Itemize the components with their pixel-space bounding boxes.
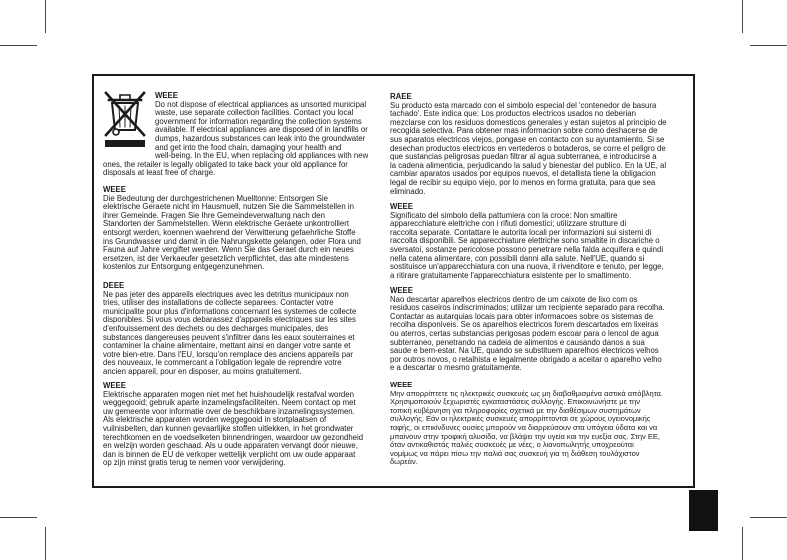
- text-line: ancien appareil, pour en disposer, au moins gratuitement.: [103, 366, 302, 376]
- text-line: op zijn minst gratis terug te nemen voor verwijdering.: [103, 458, 286, 468]
- crop-mark: [750, 45, 787, 46]
- text-line: kostenlos zur Entsorgung entgegenzunehmen.: [103, 262, 265, 272]
- crop-mark: [0, 45, 37, 46]
- text-line: subterraneo, penetrando na cadeia de alimentos e causando danos a sua: [390, 337, 645, 347]
- text-line: weggegooid; gebruik aparte inzamelingsfaciliteiten. Neem contact op met: [103, 398, 356, 408]
- text-line: waste, use separate collection facilities. Contact you local: [155, 108, 354, 118]
- text-line: sus aparatos electricos viejos, pongase en contacto con su ayuntamiento. Si se: [390, 134, 665, 144]
- weee-section-italian: [390, 203, 664, 280]
- text-line: saude e bem-estar. Na UE, quando se substituem aparelhos electricos velhos: [390, 346, 659, 356]
- page-edge-tab: [689, 490, 718, 531]
- text-line: d'enfouissement des dechets ou des decharges municipales, des: [103, 323, 329, 333]
- text-line: disponibles. Si vous vous debarassez d'appareils electriques sur les sites: [103, 315, 356, 325]
- text-line: Do not dispose of electrical appliances as unsorted municipal: [155, 99, 367, 109]
- text-line: raccolta separate. Contattare le autorita locali per informazioni sui sistemi di: [390, 227, 652, 237]
- text-line: Als elektrische apparaten worden weggegooid in stortplaatsen of: [103, 415, 327, 425]
- text-line: mezclarse con los residuos domesticos generales y estan sujetos al principio de: [390, 117, 667, 127]
- section-body: [390, 102, 667, 197]
- text-line: por outros novos, o retalhista e legalmente obrigado a aceitar o aparelho velho: [390, 354, 662, 364]
- text-line: Ne pas jeter des appareils electriques avec les detritus municipaux non: [103, 289, 349, 299]
- text-line: νομίμως να πάρει πίσω την παλιά σας συσκευή για τη διάθεση τουλάχιστον: [390, 448, 640, 458]
- text-line: en welzijn worden geschaad. Als u oude apparaten vervangt door nieuwe,: [103, 441, 358, 451]
- crop-mark: [45, 527, 46, 560]
- section-heading: WEEE: [390, 380, 413, 389]
- text-line: recolha disponiveis. Se os aparelhos electricos forem descartados em lixeiras: [390, 320, 659, 330]
- weee-section-english: [103, 92, 368, 178]
- text-line: entsorgt werden, koennen waehrend der Verwitterung gefaehrliche Stoffe: [103, 227, 356, 237]
- section-body: [390, 390, 663, 467]
- text-line: uw gemeente voor informatie over de beschikbare inzamelingssystemen.: [103, 406, 355, 416]
- text-line: cambiar aparatos usados por equipos nuevos, el detallista tiene la obligacion: [390, 169, 656, 179]
- section-heading: DEEE: [103, 281, 125, 290]
- text-line: a ritirare gratuitamente l'apparecchiatura esistente per lo smaltimento.: [390, 270, 632, 280]
- text-line: eliminado.: [390, 186, 426, 196]
- text-line: συλλογής. Εάν οι ηλεκτρικές συσκευές απορρίπτονται σε χώρους υγειονομικής: [390, 414, 651, 424]
- text-line: available. If electrical appliances are disposed of in landfills or: [155, 125, 368, 135]
- raee-section-spanish: [390, 93, 667, 196]
- text-line: dumps, hazardous substances can leak into the groundwater: [155, 133, 366, 143]
- text-line: des nouveaux, le commercant a l'obligation legale de reprendre votre: [103, 358, 342, 368]
- text-line: la cadena alimenticia, perjudicando la salud y bienestar del publico. En la UE, al: [390, 160, 667, 170]
- weee-section-portuguese: [390, 287, 665, 373]
- weee-section-german: [103, 186, 361, 272]
- text-line: μπαίνουν στην τροφική αλυσίδα, να βλάψει την υγεία και την ευεξία σας. Στην ΕΕ,: [390, 431, 660, 441]
- section-body: [103, 391, 363, 468]
- text-line: elektrische Geraete nicht im Hausmuell, nutzen Sie die Sammelstellen in: [103, 202, 354, 212]
- text-line: and get into the food chain, damaging your health and: [155, 142, 342, 152]
- text-line: dan is binnen de EU de verkoper wettelijk verplicht om uw oude apparaat: [103, 449, 356, 459]
- text-line: Nao descartar aparelhos electricos dentro de um caixote de lixo com os: [390, 294, 638, 304]
- text-line: Μην απορρίπτετε τις ηλεκτρικές συσκευές ως μη διαβαθμισμένα αστικά απόβλητα.: [390, 388, 663, 398]
- crop-mark: [750, 517, 787, 518]
- text-line: desechan productos electricos en vertederos o botaderos, se corre el peligro de: [390, 143, 666, 153]
- text-line: vuilnisbelten, dan kunnen gevaarlijke stoffen uitlekken, in het grondwater: [103, 423, 354, 433]
- text-line: contaminer la chaine alimentaire, mettant ainsi en danger votre sante et: [103, 341, 351, 351]
- text-line: Contactar as autarquias locais para obter informacoes sobre os sistemas de: [390, 311, 654, 321]
- section-body: [390, 296, 665, 373]
- text-line: Su producto esta marcado con el simbolo especial del 'contenedor de basura: [390, 100, 657, 110]
- crop-mark: [742, 0, 743, 33]
- section-heading: WEEE: [390, 286, 413, 295]
- text-line: ihrer Gemeinde. Fragen Sie Ihre Gemeindeverwaltung nach den: [103, 210, 325, 220]
- text-line: disposals at least free of charge.: [103, 168, 216, 178]
- text-line: substances dangereuses peuvent s'infiltrer dans les eaux souterraines et: [103, 332, 355, 342]
- weee-section-dutch: [103, 382, 363, 468]
- text-line: que sustancias peligrosas puedan filtrar al agua subterranea, e introducirse a: [390, 152, 657, 162]
- crop-mark: [45, 0, 46, 33]
- text-line: well-being. In the EU, when replacing old appliances with new: [155, 151, 369, 161]
- crop-mark: [0, 517, 37, 518]
- section-heading: WEEE: [103, 185, 126, 194]
- section-body: [103, 291, 356, 377]
- section-heading: WEEE: [155, 91, 178, 100]
- text-line: sostituisce un'apparecchiatura con una nuova, il rivenditore e tenuto, per legge,: [390, 262, 664, 272]
- text-line: ersetzen, ist der Verkaeufer gesetzlich verpflichtet, das alte mindestens: [103, 253, 349, 263]
- crop-mark: [742, 527, 743, 560]
- text-line: legal de recibir su equipo viejo, por lo menos en forma gratuita, para que sea: [390, 177, 656, 187]
- section-heading: RAEE: [390, 92, 412, 101]
- text-line: δωρεάν.: [390, 457, 418, 467]
- text-line: raccolta disponibili. Se apparecchiature elettriche sono smaltite in discariche o: [390, 236, 660, 246]
- text-line: government for information regarding the collection systems: [155, 116, 362, 126]
- text-line: nella catena alimentare, con possibili danni alla salute. Nell'UE, quando si: [390, 253, 645, 263]
- section-heading: WEEE: [103, 381, 126, 390]
- text-line: municipalite pour plus d'informations concernant les systemes de collecte: [103, 306, 357, 316]
- text-line: Standorten der Sammelstellen. Wenn elektrische Geraete unkontrolliert: [103, 219, 350, 229]
- section-body: [103, 195, 361, 272]
- section-body: [390, 212, 664, 281]
- text-line: recogida selectiva. Para obtener mas informacion sobre como deshacerse de: [390, 126, 658, 136]
- text-line: ins Grundwasser und damit in die Nahrungskette gelangen, oder Flora und: [103, 236, 361, 246]
- text-line: apparecchiature elettriche con i rifiuti domestici; utilizzare strutture di: [390, 219, 627, 229]
- text-line: e a descartar o mesmo gratuitamente.: [390, 363, 522, 373]
- deee-section-french: [103, 282, 356, 377]
- text-line: terechtkomen en de voedselketen binnendringen, waardoor uw gezondheid: [103, 432, 364, 442]
- text-line: votre bien-etre. Dans l'EU, lorsqu'on remplace des anciens appareils par: [103, 349, 354, 359]
- section-body: [103, 101, 368, 178]
- text-line: Significato del simbolo della pattumiera con la croce: Non smaltire: [390, 210, 618, 220]
- text-line: ταφής, οι επικίνδυνες ουσίες μπορούν να διαρρεύσουν στα υπόγεια ύδατα και να: [390, 422, 658, 432]
- text-line: Elektrische apparaten mogen niet met het huishoudelijk restafval worden: [103, 389, 354, 399]
- text-line: tries, utiliser des installations de collecte separees. Contacter votre: [103, 298, 334, 308]
- section-heading: WEEE: [390, 202, 413, 211]
- text-line: Die Bedeutung der durchgestrichenen Muelltonne: Entsorgen Sie: [103, 193, 328, 203]
- text-line: Fauna auf Jahre vergiftet werden. Wenn Sie das Geraet durch ein neues: [103, 245, 354, 255]
- text-line: Χρησιμοποιούν ξεχωριστές εγκαταστάσεις συλλογής. Επικοινωνήστε με την: [390, 397, 640, 407]
- text-line: tachado'. Este indica que: Los productos electricos usados no deberian: [390, 109, 636, 119]
- text-line: όταν αντικαθιστάς παλιές συσκευές με νέες, ο λιανοπωλητής υποχρεούται: [390, 440, 634, 450]
- text-line: ou aterros, certas substancias perigosas podem escoar para o lencol de agua: [390, 328, 659, 338]
- text-line: residuos caseiros indiscriminados; utilizar um recipiente separado para recolha.: [390, 303, 665, 313]
- text-line: ones, the retailer is legally obligated to take back your old appliance for: [103, 159, 348, 169]
- text-line: sversatoi, sostanze pericolose possono penetrare nella falda acquifera e quindi: [390, 244, 664, 254]
- weee-section-greek: [390, 381, 663, 467]
- text-line: τοπική κυβέρνηση για πληροφορίες σχετικά με την διαθέσιμων συστημάτων: [390, 405, 641, 415]
